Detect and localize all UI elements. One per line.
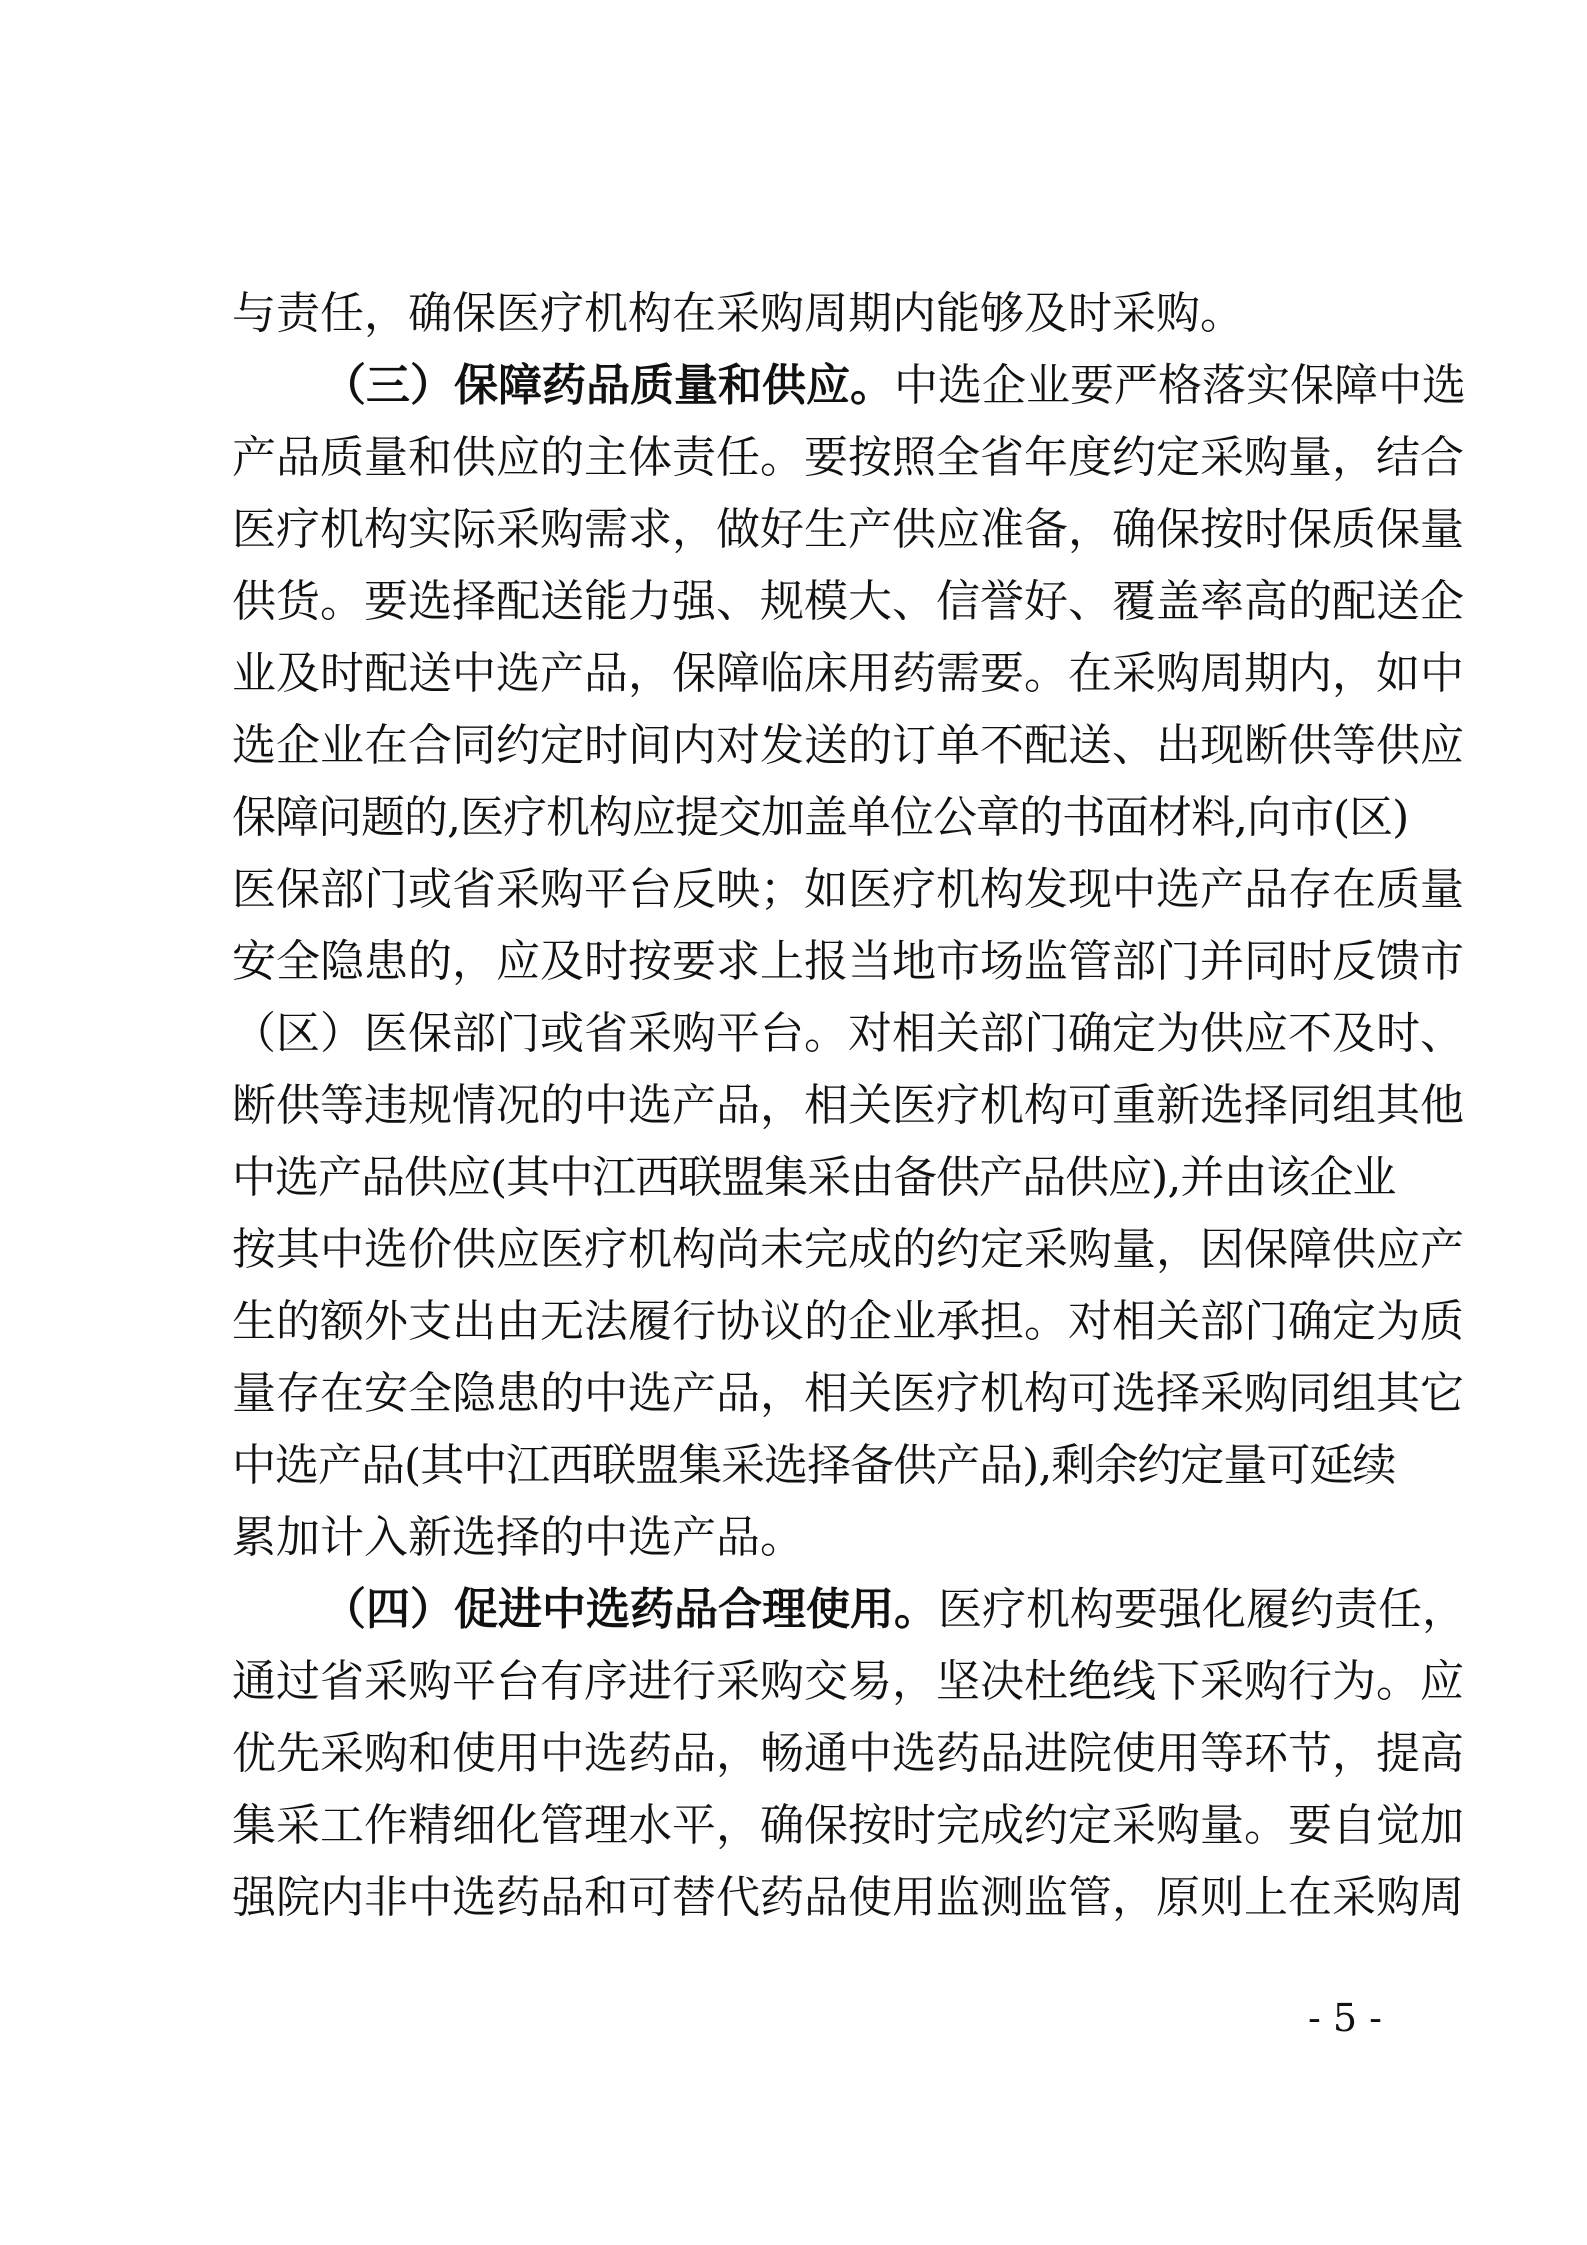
text-line: 与责任，确保医疗机构在采购周期内能够及时采购。	[232, 288, 1244, 339]
text-line: 选企业在合同约定时间内对发送的订单不配送、出现断供等供应	[232, 720, 1464, 771]
section-three-text: 中选企业要严格落实保障中选	[894, 360, 1466, 411]
section-four-paragraph-start	[322, 1574, 1466, 1646]
text-line: 安全隐患的，应及时按要求上报当地市场监管部门并同时反馈市	[232, 936, 1464, 987]
text-line: 集采工作精细化管理水平，确保按时完成约定采购量。要自觉加	[232, 1800, 1464, 1851]
text-line: 医疗机构实际采购需求，做好生产供应准备，确保按时保质保量	[232, 504, 1464, 555]
text-line: 强院内非中选药品和可替代药品使用监测监管，原则上在采购周	[232, 1872, 1464, 1923]
section-four-heading: （四）促进中选药品合理使用。	[322, 1584, 938, 1635]
text-line: 生的额外支出由无法履行协议的企业承担。对相关部门确定为质	[232, 1296, 1464, 1347]
text-line: 供货。要选择配送能力强、规模大、信誉好、覆盖率高的配送企	[232, 576, 1464, 627]
text-line: 按其中选价供应医疗机构尚未完成的约定采购量，因保障供应产	[232, 1224, 1464, 1275]
text-line: 中选产品(其中江西联盟集采选择备供产品),剩余约定量可延续	[232, 1440, 1396, 1491]
text-line: 中选产品供应(其中江西联盟集采由备供产品供应),并由该企业	[232, 1152, 1396, 1203]
text-line: 保障问题的,医疗机构应提交加盖单位公章的书面材料,向市(区)	[232, 792, 1409, 843]
text-line: 医保部门或省采购平台反映；如医疗机构发现中选产品存在质量	[232, 864, 1464, 915]
text-line: （区）医保部门或省采购平台。对相关部门确定为供应不及时、	[232, 1008, 1464, 1059]
text-line: 通过省采购平台有序进行采购交易，坚决杜绝线下采购行为。应	[232, 1656, 1464, 1707]
section-three-heading: （三）保障药品质量和供应。	[322, 360, 894, 411]
page-number: - 5 -	[1307, 1996, 1382, 2040]
text-line: 累加计入新选择的中选产品。	[232, 1512, 804, 1563]
section-three-paragraph-start	[322, 350, 1466, 422]
section-four-text: 医疗机构要强化履约责任，	[938, 1584, 1466, 1635]
text-line: 业及时配送中选产品，保障临床用药需要。在采购周期内，如中	[232, 648, 1464, 699]
text-line: 优先采购和使用中选药品，畅通中选药品进院使用等环节，提高	[232, 1728, 1464, 1779]
text-line: 产品质量和供应的主体责任。要按照全省年度约定采购量，结合	[232, 432, 1464, 483]
text-line: 断供等违规情况的中选产品，相关医疗机构可重新选择同组其他	[232, 1080, 1464, 1131]
text-line: 量存在安全隐患的中选产品，相关医疗机构可选择采购同组其它	[232, 1368, 1464, 1419]
